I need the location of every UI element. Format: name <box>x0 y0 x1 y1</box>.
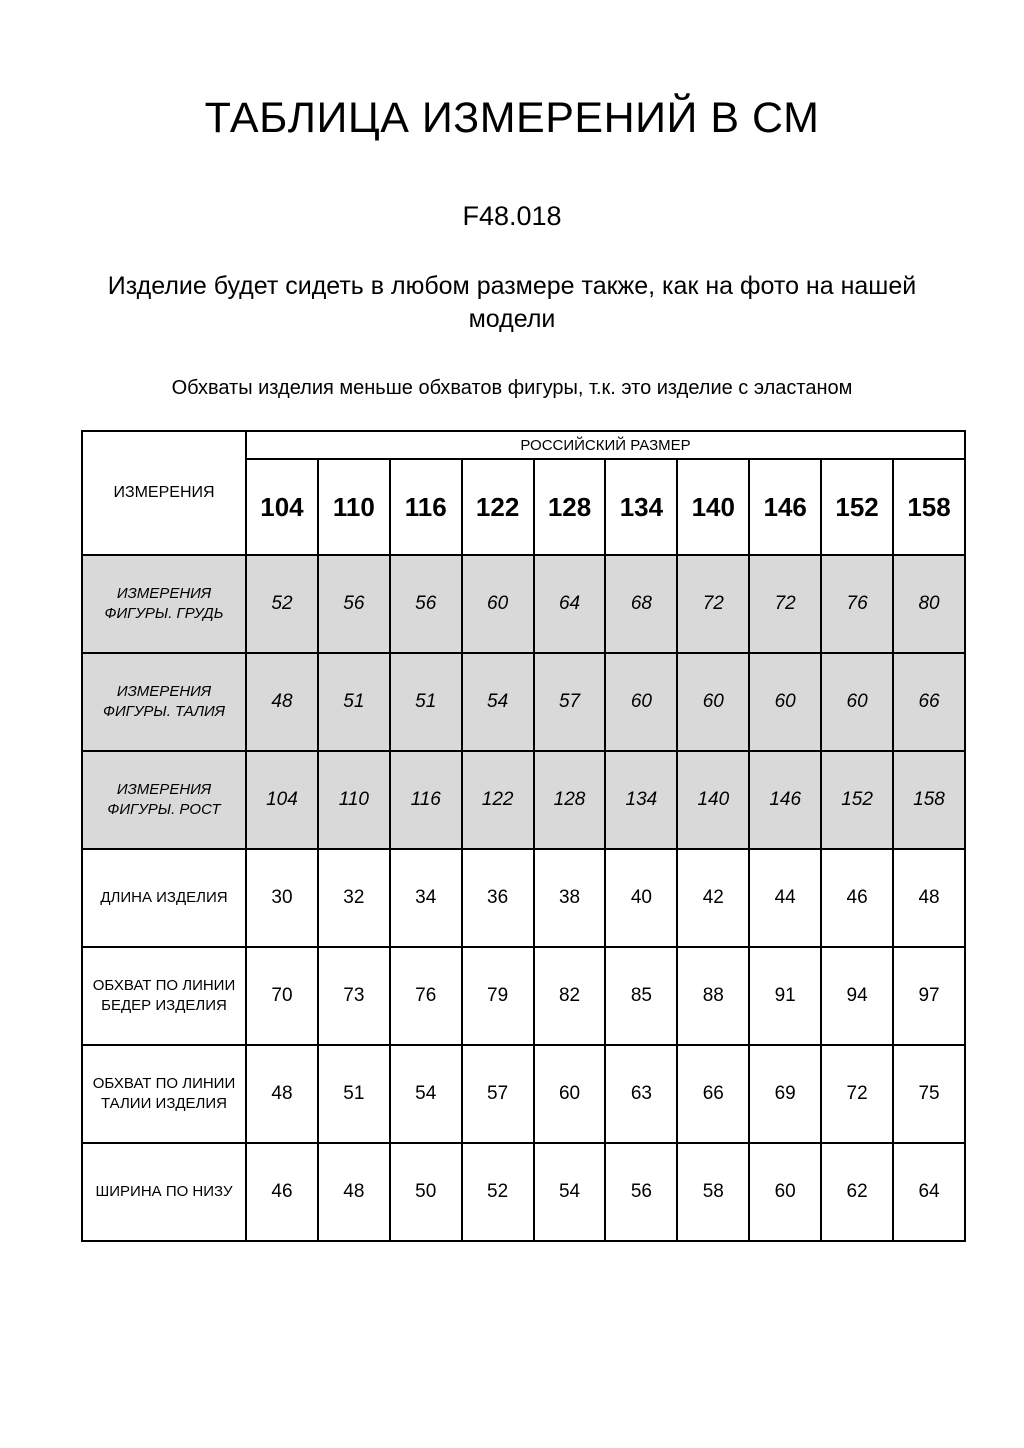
value-cell: 60 <box>534 1045 606 1143</box>
value-cell: 110 <box>318 751 390 849</box>
value-cell: 56 <box>390 555 462 653</box>
value-cell: 48 <box>246 653 318 751</box>
value-cell: 38 <box>534 849 606 947</box>
table-row <box>82 1143 965 1241</box>
value-cell: 69 <box>749 1045 821 1143</box>
size-header-cell: 146 <box>749 459 821 555</box>
value-cell: 64 <box>534 555 606 653</box>
value-cell: 48 <box>893 849 965 947</box>
table-row <box>82 947 965 1045</box>
value-cell: 60 <box>749 653 821 751</box>
table-row <box>82 1045 965 1143</box>
value-cell: 91 <box>749 947 821 1045</box>
size-header-cell: 110 <box>318 459 390 555</box>
value-cell: 40 <box>605 849 677 947</box>
value-cell: 140 <box>677 751 749 849</box>
value-cell: 85 <box>605 947 677 1045</box>
value-cell: 57 <box>462 1045 534 1143</box>
value-cell: 57 <box>534 653 606 751</box>
value-cell: 79 <box>462 947 534 1045</box>
page-title: ТАБЛИЦА ИЗМЕРЕНИЙ В СМ <box>204 94 820 142</box>
value-cell: 54 <box>462 653 534 751</box>
note-elastane: Обхваты изделия меньше обхватов фигуры, т.к. это изделие с эластаном <box>171 377 853 400</box>
value-cell: 46 <box>246 1143 318 1241</box>
value-cell: 36 <box>462 849 534 947</box>
value-cell: 72 <box>749 555 821 653</box>
size-header-cell: 122 <box>462 459 534 555</box>
table-header <box>82 431 965 555</box>
value-cell: 42 <box>677 849 749 947</box>
size-header-cell: 104 <box>246 459 318 555</box>
value-cell: 128 <box>534 751 606 849</box>
value-cell: 60 <box>749 1143 821 1241</box>
value-cell: 46 <box>821 849 893 947</box>
value-cell: 88 <box>677 947 749 1045</box>
table-row <box>82 555 965 653</box>
row-label-cell: ОБХВАТ ПО ЛИНИИ БЕДЕР ИЗДЕЛИЯ <box>82 947 246 1045</box>
row-label-cell: ДЛИНА ИЗДЕЛИЯ <box>82 849 246 947</box>
value-cell: 48 <box>246 1045 318 1143</box>
value-cell: 51 <box>390 653 462 751</box>
size-group-row <box>82 431 965 459</box>
value-cell: 72 <box>821 1045 893 1143</box>
size-header-cell: 134 <box>605 459 677 555</box>
size-header-cell: 158 <box>893 459 965 555</box>
value-cell: 66 <box>677 1045 749 1143</box>
value-cell: 82 <box>534 947 606 1045</box>
note-fit: Изделие будет сидеть в любом размере также, как на фото на нашей модели <box>107 272 917 334</box>
value-cell: 68 <box>605 555 677 653</box>
value-cell: 158 <box>893 751 965 849</box>
value-cell: 80 <box>893 555 965 653</box>
value-cell: 54 <box>534 1143 606 1241</box>
value-cell: 134 <box>605 751 677 849</box>
value-cell: 146 <box>749 751 821 849</box>
row-label-cell: ИЗМЕРЕНИЯ ФИГУРЫ. ТАЛИЯ <box>82 653 246 751</box>
value-cell: 58 <box>677 1143 749 1241</box>
value-cell: 50 <box>390 1143 462 1241</box>
value-cell: 60 <box>821 653 893 751</box>
value-cell: 56 <box>318 555 390 653</box>
row-label-cell: ИЗМЕРЕНИЯ ФИГУРЫ. ГРУДЬ <box>82 555 246 653</box>
corner-cell-measurements: ИЗМЕРЕНИЯ <box>82 431 246 555</box>
value-cell: 152 <box>821 751 893 849</box>
value-cell: 60 <box>677 653 749 751</box>
value-cell: 52 <box>462 1143 534 1241</box>
size-group-header: РОССИЙСКИЙ РАЗМЕР <box>246 431 965 459</box>
value-cell: 60 <box>605 653 677 751</box>
value-cell: 51 <box>318 1045 390 1143</box>
value-cell: 104 <box>246 751 318 849</box>
value-cell: 116 <box>390 751 462 849</box>
value-cell: 51 <box>318 653 390 751</box>
value-cell: 34 <box>390 849 462 947</box>
value-cell: 54 <box>390 1045 462 1143</box>
value-cell: 30 <box>246 849 318 947</box>
value-cell: 44 <box>749 849 821 947</box>
value-cell: 122 <box>462 751 534 849</box>
measurements-table <box>81 430 966 1242</box>
table-row <box>82 849 965 947</box>
value-cell: 52 <box>246 555 318 653</box>
table-row <box>82 751 965 849</box>
value-cell: 94 <box>821 947 893 1045</box>
value-cell: 63 <box>605 1045 677 1143</box>
value-cell: 60 <box>462 555 534 653</box>
table-body <box>82 555 965 1241</box>
value-cell: 56 <box>605 1143 677 1241</box>
model-code: F48.018 <box>462 201 562 232</box>
value-cell: 66 <box>893 653 965 751</box>
value-cell: 76 <box>390 947 462 1045</box>
row-label-cell: ОБХВАТ ПО ЛИНИИ ТАЛИИ ИЗДЕЛИЯ <box>82 1045 246 1143</box>
value-cell: 48 <box>318 1143 390 1241</box>
value-cell: 70 <box>246 947 318 1045</box>
size-header-cell: 128 <box>534 459 606 555</box>
size-header-cell: 116 <box>390 459 462 555</box>
row-label-cell: ШИРИНА ПО НИЗУ <box>82 1143 246 1241</box>
size-header-cell: 152 <box>821 459 893 555</box>
value-cell: 76 <box>821 555 893 653</box>
row-label-cell: ИЗМЕРЕНИЯ ФИГУРЫ. РОСТ <box>82 751 246 849</box>
value-cell: 72 <box>677 555 749 653</box>
value-cell: 64 <box>893 1143 965 1241</box>
value-cell: 97 <box>893 947 965 1045</box>
value-cell: 62 <box>821 1143 893 1241</box>
value-cell: 73 <box>318 947 390 1045</box>
value-cell: 75 <box>893 1045 965 1143</box>
value-cell: 32 <box>318 849 390 947</box>
size-header-cell: 140 <box>677 459 749 555</box>
table-row <box>82 653 965 751</box>
